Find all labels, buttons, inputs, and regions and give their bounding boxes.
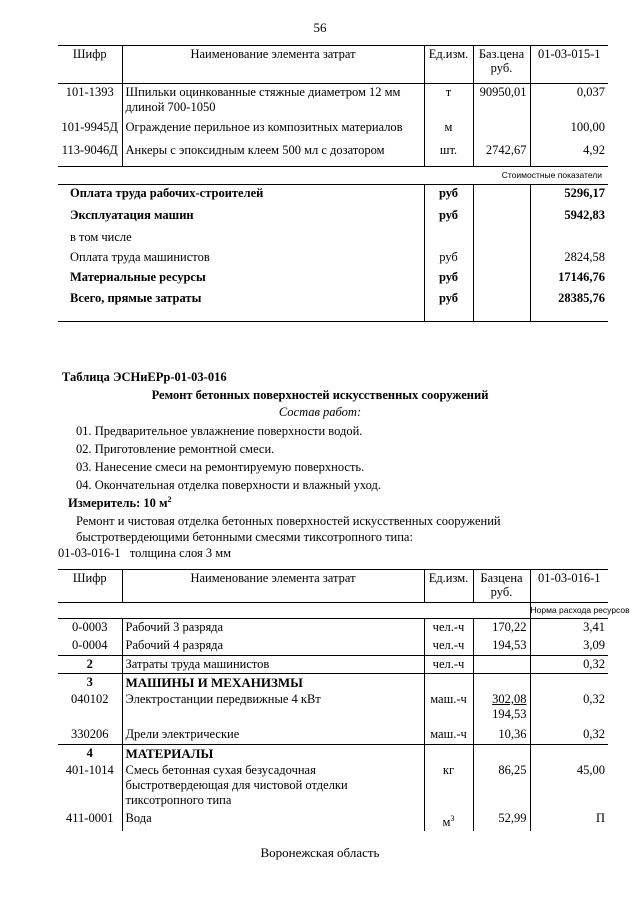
row-price: [473, 656, 530, 674]
works-item: 02. Приготовление ремонтной смеси.: [76, 442, 275, 456]
header-price: Базцена руб.: [473, 570, 530, 603]
row-price: 170,22: [473, 619, 530, 637]
summary-row: [58, 269, 608, 290]
subheader: Норма расхода ресурсов: [530, 603, 608, 619]
table-row: [58, 637, 608, 656]
row-name: Шпильки оцинкованные стяжные диаметром 12 мм длиной 700-1050: [122, 84, 424, 119]
summary-row: [58, 229, 608, 249]
header-unit: Ед.изм.: [424, 46, 473, 84]
footer-region: Воронежская область: [260, 845, 380, 860]
row-name: Дрели электрические: [122, 726, 424, 744]
row-value: 3,09: [530, 637, 608, 656]
row-name: МАТЕРИАЛЫ: [122, 744, 424, 762]
measure-unit: [68, 495, 172, 511]
summary-value: 17146,76: [530, 269, 608, 290]
summary-name: в том числе: [70, 229, 132, 244]
header-code: Шифр: [58, 46, 122, 84]
measure-superscript: 2: [167, 495, 172, 504]
summary-name: Оплата труда рабочих-строителей: [70, 186, 264, 200]
variant-code: 01-03-016-1: [58, 546, 121, 560]
row-name: Электростанции передвижные 4 кВт: [122, 691, 424, 726]
summary-row: [58, 249, 608, 269]
row-unit: чел.-ч: [424, 637, 473, 656]
row-unit: чел.-ч: [424, 619, 473, 637]
subheader-row: [58, 167, 608, 185]
section-row: [58, 744, 608, 762]
summary-unit: руб: [424, 290, 473, 322]
subheader: Стоимостные показатели: [58, 167, 608, 185]
row-unit: маш.-ч: [424, 691, 473, 726]
summary-value: 2824,58: [530, 249, 608, 269]
header-price: Баз.цена руб.: [473, 46, 530, 84]
summary-name: Материальные ресурсы: [70, 269, 206, 284]
variant-line: [58, 546, 231, 561]
row-unit-base: м: [442, 814, 451, 829]
row-value: 4,92: [530, 142, 608, 167]
row-unit: шт.: [424, 142, 473, 167]
row-unit: чел.-ч: [424, 656, 473, 674]
row-code: 113-9046Д: [61, 142, 118, 157]
summary-unit: руб: [424, 249, 473, 269]
row-value: 0,32: [530, 726, 608, 744]
row-price: 86,25: [473, 762, 530, 810]
row-code: 401-1014: [65, 762, 114, 777]
row-code: 330206: [58, 726, 122, 744]
header-column-code: 01-03-016-1: [530, 570, 608, 603]
works-title: Состав работ:: [278, 405, 362, 419]
summary-unit: руб: [424, 185, 473, 207]
row-name: Анкеры с эпоксидным клеем 500 мл с дозатором: [122, 142, 424, 167]
header-name: Наименование элемента затрат: [122, 570, 424, 603]
row-price: [473, 691, 530, 726]
row-value: 0,32: [530, 691, 608, 726]
table-row: [58, 119, 608, 142]
summary-value: 28385,76: [530, 290, 608, 322]
summary-unit: [424, 229, 473, 249]
row-code: 101-9945Д: [61, 119, 118, 134]
table-row: [58, 619, 608, 637]
table-row: [58, 726, 608, 744]
summary-value: 5942,83: [530, 207, 608, 229]
row-value: 0,32: [530, 656, 608, 674]
row-name: Смесь бетонная сухая безусадочная быстротвердеющая для чистовой отделки тиксотропного типа: [122, 762, 424, 810]
row-code: 0-0004: [58, 637, 122, 656]
header-column-code: 01-03-015-1: [530, 46, 608, 84]
works-item: 03. Нанесение смеси на ремонтируемую поверхность.: [76, 460, 365, 474]
row-value: П: [530, 810, 608, 831]
row-unit: т: [424, 84, 473, 119]
row-value: 0,037: [530, 84, 608, 119]
resource-table-016: [58, 569, 630, 831]
summary-unit: руб: [424, 207, 473, 229]
row-unit-superscript: 3: [450, 813, 455, 823]
variant-text: толщина слоя 3 мм: [129, 546, 232, 560]
table-row: [58, 142, 608, 167]
row-name: Рабочий 3 разряда: [122, 619, 424, 637]
summary-row: [58, 290, 608, 322]
section-heading: Ремонт бетонных поверхностей искусственных сооружений: [151, 388, 489, 402]
summary-row: [58, 185, 608, 207]
row-name: Рабочий 4 разряда: [122, 637, 424, 656]
row-code: 4: [86, 745, 93, 760]
header-code: Шифр: [58, 570, 122, 603]
cost-table-015: [58, 45, 608, 322]
row-code: 3: [86, 675, 93, 689]
row-price: [473, 119, 530, 142]
summary-name: Всего, прямые затраты: [58, 290, 424, 322]
header-unit: Ед.изм.: [424, 570, 473, 603]
description-line: Ремонт и чистовая отделка бетонных поверхностей искусственных сооружений: [76, 514, 501, 528]
row-name: Затраты труда машинистов: [122, 656, 424, 674]
table-row: [58, 810, 608, 831]
row-name: МАШИНЫ И МЕХАНИЗМЫ: [122, 674, 424, 692]
works-item: 04. Окончательная отделка поверхности и влажный уход.: [76, 478, 381, 492]
summary-value: 5296,17: [530, 185, 608, 207]
summary-value: [530, 229, 608, 249]
row-price: 10,36: [473, 726, 530, 744]
table-row: [58, 762, 608, 810]
works-item: 01. Предварительное увлажнение поверхности водой.: [76, 424, 363, 438]
description-line: быстротвердеющими бетонными смесями тиксотропного типа:: [76, 530, 413, 544]
row-price: 90950,01: [473, 84, 530, 119]
row-unit: [424, 810, 473, 831]
table-row: [58, 691, 608, 726]
row-value: 45,00: [530, 762, 608, 810]
row-price: 2742,67: [473, 142, 530, 167]
header-name: Наименование элемента затрат: [122, 46, 424, 84]
row-code: 101-1393: [65, 85, 114, 99]
table-row: [58, 84, 608, 119]
summary-row: [58, 207, 608, 229]
row-price: 194,53: [473, 637, 530, 656]
summary-name: Эксплуатация машин: [70, 207, 194, 222]
row-value: 100,00: [530, 119, 608, 142]
row-price-secondary: 194,53: [492, 707, 527, 721]
summary-name: Оплата труда машинистов: [70, 249, 210, 264]
row-price: 52,99: [473, 810, 530, 831]
section-row: [58, 674, 608, 692]
row-unit: кг: [424, 762, 473, 810]
table-row: [58, 656, 608, 674]
row-unit: маш.-ч: [424, 726, 473, 744]
row-name: Вода: [122, 810, 424, 831]
row-code: 411-0001: [66, 810, 114, 825]
row-value: 3,41: [530, 619, 608, 637]
row-price-primary: 302,08: [492, 692, 527, 706]
row-code: 2: [58, 656, 122, 674]
table-title: Таблица ЭСНиЕРр-01-03-016: [62, 370, 227, 384]
row-code: 0-0003: [72, 620, 108, 634]
measure-label: Измеритель: 10 м: [68, 496, 168, 511]
summary-unit: руб: [424, 269, 473, 290]
row-code: 040102: [71, 692, 109, 706]
page-number: 56: [313, 20, 327, 35]
row-unit: м: [424, 119, 473, 142]
row-name: Ограждение перильное из композитных материалов: [122, 119, 424, 142]
